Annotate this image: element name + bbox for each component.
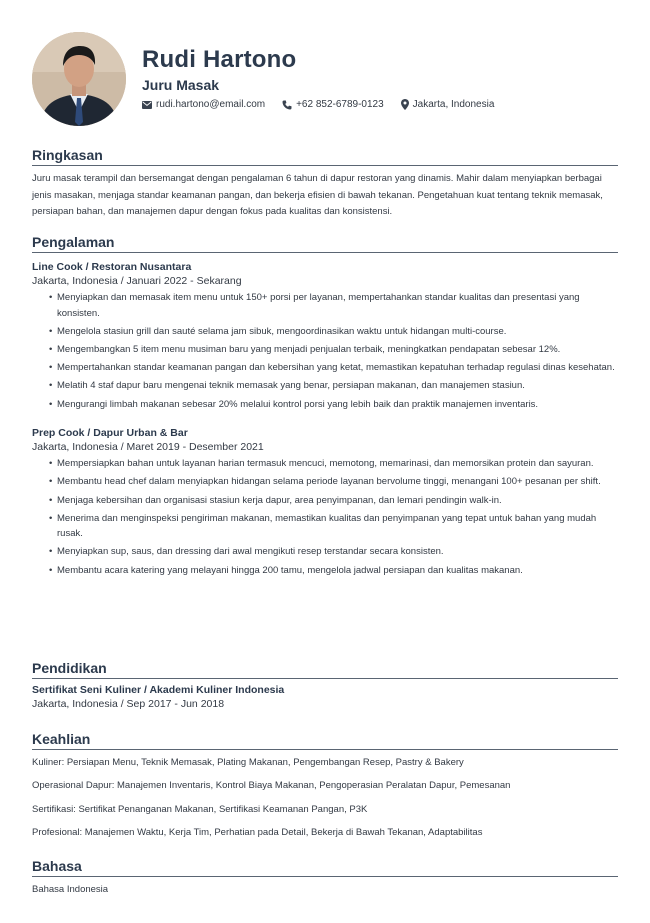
summary-title: Ringkasan [32, 147, 618, 166]
job-bullets [49, 290, 618, 412]
education-section [32, 660, 618, 710]
skill-line: Operasional Dapur: Manajemen Inventaris, Kontrol Biaya Makanan, Pengoperasian Peralatan Dapur, Pemesanan [32, 780, 511, 792]
education-meta: Jakarta, Indonesia / Sep 2017 - Jun 2018 [32, 698, 225, 710]
contact-phone[interactable] [282, 99, 384, 110]
skills-title: Keahlian [32, 731, 618, 750]
bullet-item: • Menyiapkan dan memasak item menu untuk 150+ porsi per layanan, mempertahankan standar kualitas dan presentasi yang konsisten. [49, 290, 618, 321]
bullet-item: • Membantu head chef dalam menyiapkan hidangan selama periode layanan bervolume tinggi, menangani 100+ pesanan per shift. [49, 474, 618, 490]
bullet-item: • Menerima dan menginspeksi pengiriman makanan, memastikan kualitas dan penyimpanan yang tepat untuk bahan yang mudah rusak. [49, 511, 618, 542]
bullet-item: • Melatih 4 staf dapur baru mengenai teknik memasak yang benar, persiapan makanan, dan manajemen stasiun. [49, 378, 618, 394]
job-entry [32, 261, 618, 412]
experience-section [32, 234, 618, 581]
languages-title: Bahasa [32, 858, 618, 877]
location-pin-icon [401, 99, 409, 110]
job-meta: Jakarta, Indonesia / Maret 2019 - Desember 2021 [32, 441, 264, 454]
education-heading: Sertifikat Seni Kuliner / Akademi Kuliner Indonesia [32, 684, 285, 696]
contact-email[interactable] [142, 99, 265, 110]
summary-section [32, 147, 618, 221]
bullet-item: • Mengelola stasiun grill dan sauté selama jam sibuk, mengoordinasikan waktu untuk hidangan multi-course. [49, 324, 618, 340]
language-item: Bahasa Indonesia [32, 884, 109, 895]
candidate-role: Juru Masak [142, 77, 220, 93]
bullet-item: • Mempertahankan standar keamanan pangan dan kebersihan yang ketat, memastikan kepatuhan terhadap regulasi dinas kesehatan. [49, 360, 618, 376]
contact-location [401, 99, 495, 110]
phone-icon [282, 100, 292, 110]
bullet-item: • Membantu acara katering yang melayani hingga 200 tamu, mengelola jadwal persiapan dan kualitas makanan. [49, 563, 618, 579]
contact-row [142, 99, 511, 110]
summary-text: Juru masak terampil dan bersemangat dengan pengalaman 6 tahun di dapur restoran yang dinamis. Mahir dalam menyiapkan berbagai jenis masakan, menjaga standar keamanan pangan, dan bekerja efisien di bawah tekanan. Pengetahuan kuat tentang teknik memasak, persiapan bahan, dan manajemen dapur dengan fokus pada kualitas dan konsistensi. [32, 173, 603, 218]
portrait-photo-icon [32, 32, 126, 126]
bullet-item: • Mengurangi limbah makanan sebesar 20% melalui kontrol porsi yang lebih baik dan praktik manajemen inventaris. [49, 397, 618, 413]
skill-line: Sertifikasi: Sertifikat Penanganan Makanan, Sertifikasi Keamanan Pangan, P3K [32, 803, 368, 815]
phone-text: +62 852-6789-0123 [296, 99, 384, 110]
bullet-item: • Menjaga kebersihan dan organisasi stasiun kerja dapur, area penyimpanan, dan lemari pendingin walk-in. [49, 493, 618, 509]
languages-section [32, 858, 618, 895]
candidate-name: Rudi Hartono [142, 46, 297, 73]
bullet-item: • Mengembangkan 5 item menu musiman baru yang menjadi penjualan terbaik, meningkatkan pendapatan sebesar 12%. [49, 342, 618, 358]
job-meta: Jakarta, Indonesia / Januari 2022 - Sekarang [32, 275, 242, 287]
skills-section [32, 731, 618, 840]
skill-line: Kuliner: Persiapan Menu, Teknik Memasak, Plating Makanan, Pengembangan Resep, Pastry & Bakery [32, 757, 464, 768]
job-heading: Prep Cook / Dapur Urban & Bar [32, 427, 188, 440]
experience-title: Pengalaman [32, 234, 618, 253]
resume-header [32, 32, 618, 126]
avatar [32, 32, 126, 126]
email-text: rudi.hartono@email.com [156, 99, 266, 110]
bullet-item: • Mempersiapkan bahan untuk layanan harian termasuk mencuci, memotong, memarinasi, dan memorsikan protein dan sayuran. [49, 456, 618, 472]
mail-icon [142, 101, 152, 109]
education-title: Pendidikan [32, 660, 618, 679]
job-entry [32, 427, 618, 578]
job-heading: Line Cook / Restoran Nusantara [32, 261, 192, 273]
job-bullets [49, 456, 618, 578]
location-text: Jakarta, Indonesia [412, 99, 495, 110]
skill-line: Profesional: Manajemen Waktu, Kerja Tim, Perhatian pada Detail, Bekerja di Bawah Tekanan, Adaptabilitas [32, 826, 483, 838]
bullet-item: • Menyiapkan sup, saus, dan dressing dari awal mengikuti resep terstandar secara konsisten. [49, 544, 618, 560]
